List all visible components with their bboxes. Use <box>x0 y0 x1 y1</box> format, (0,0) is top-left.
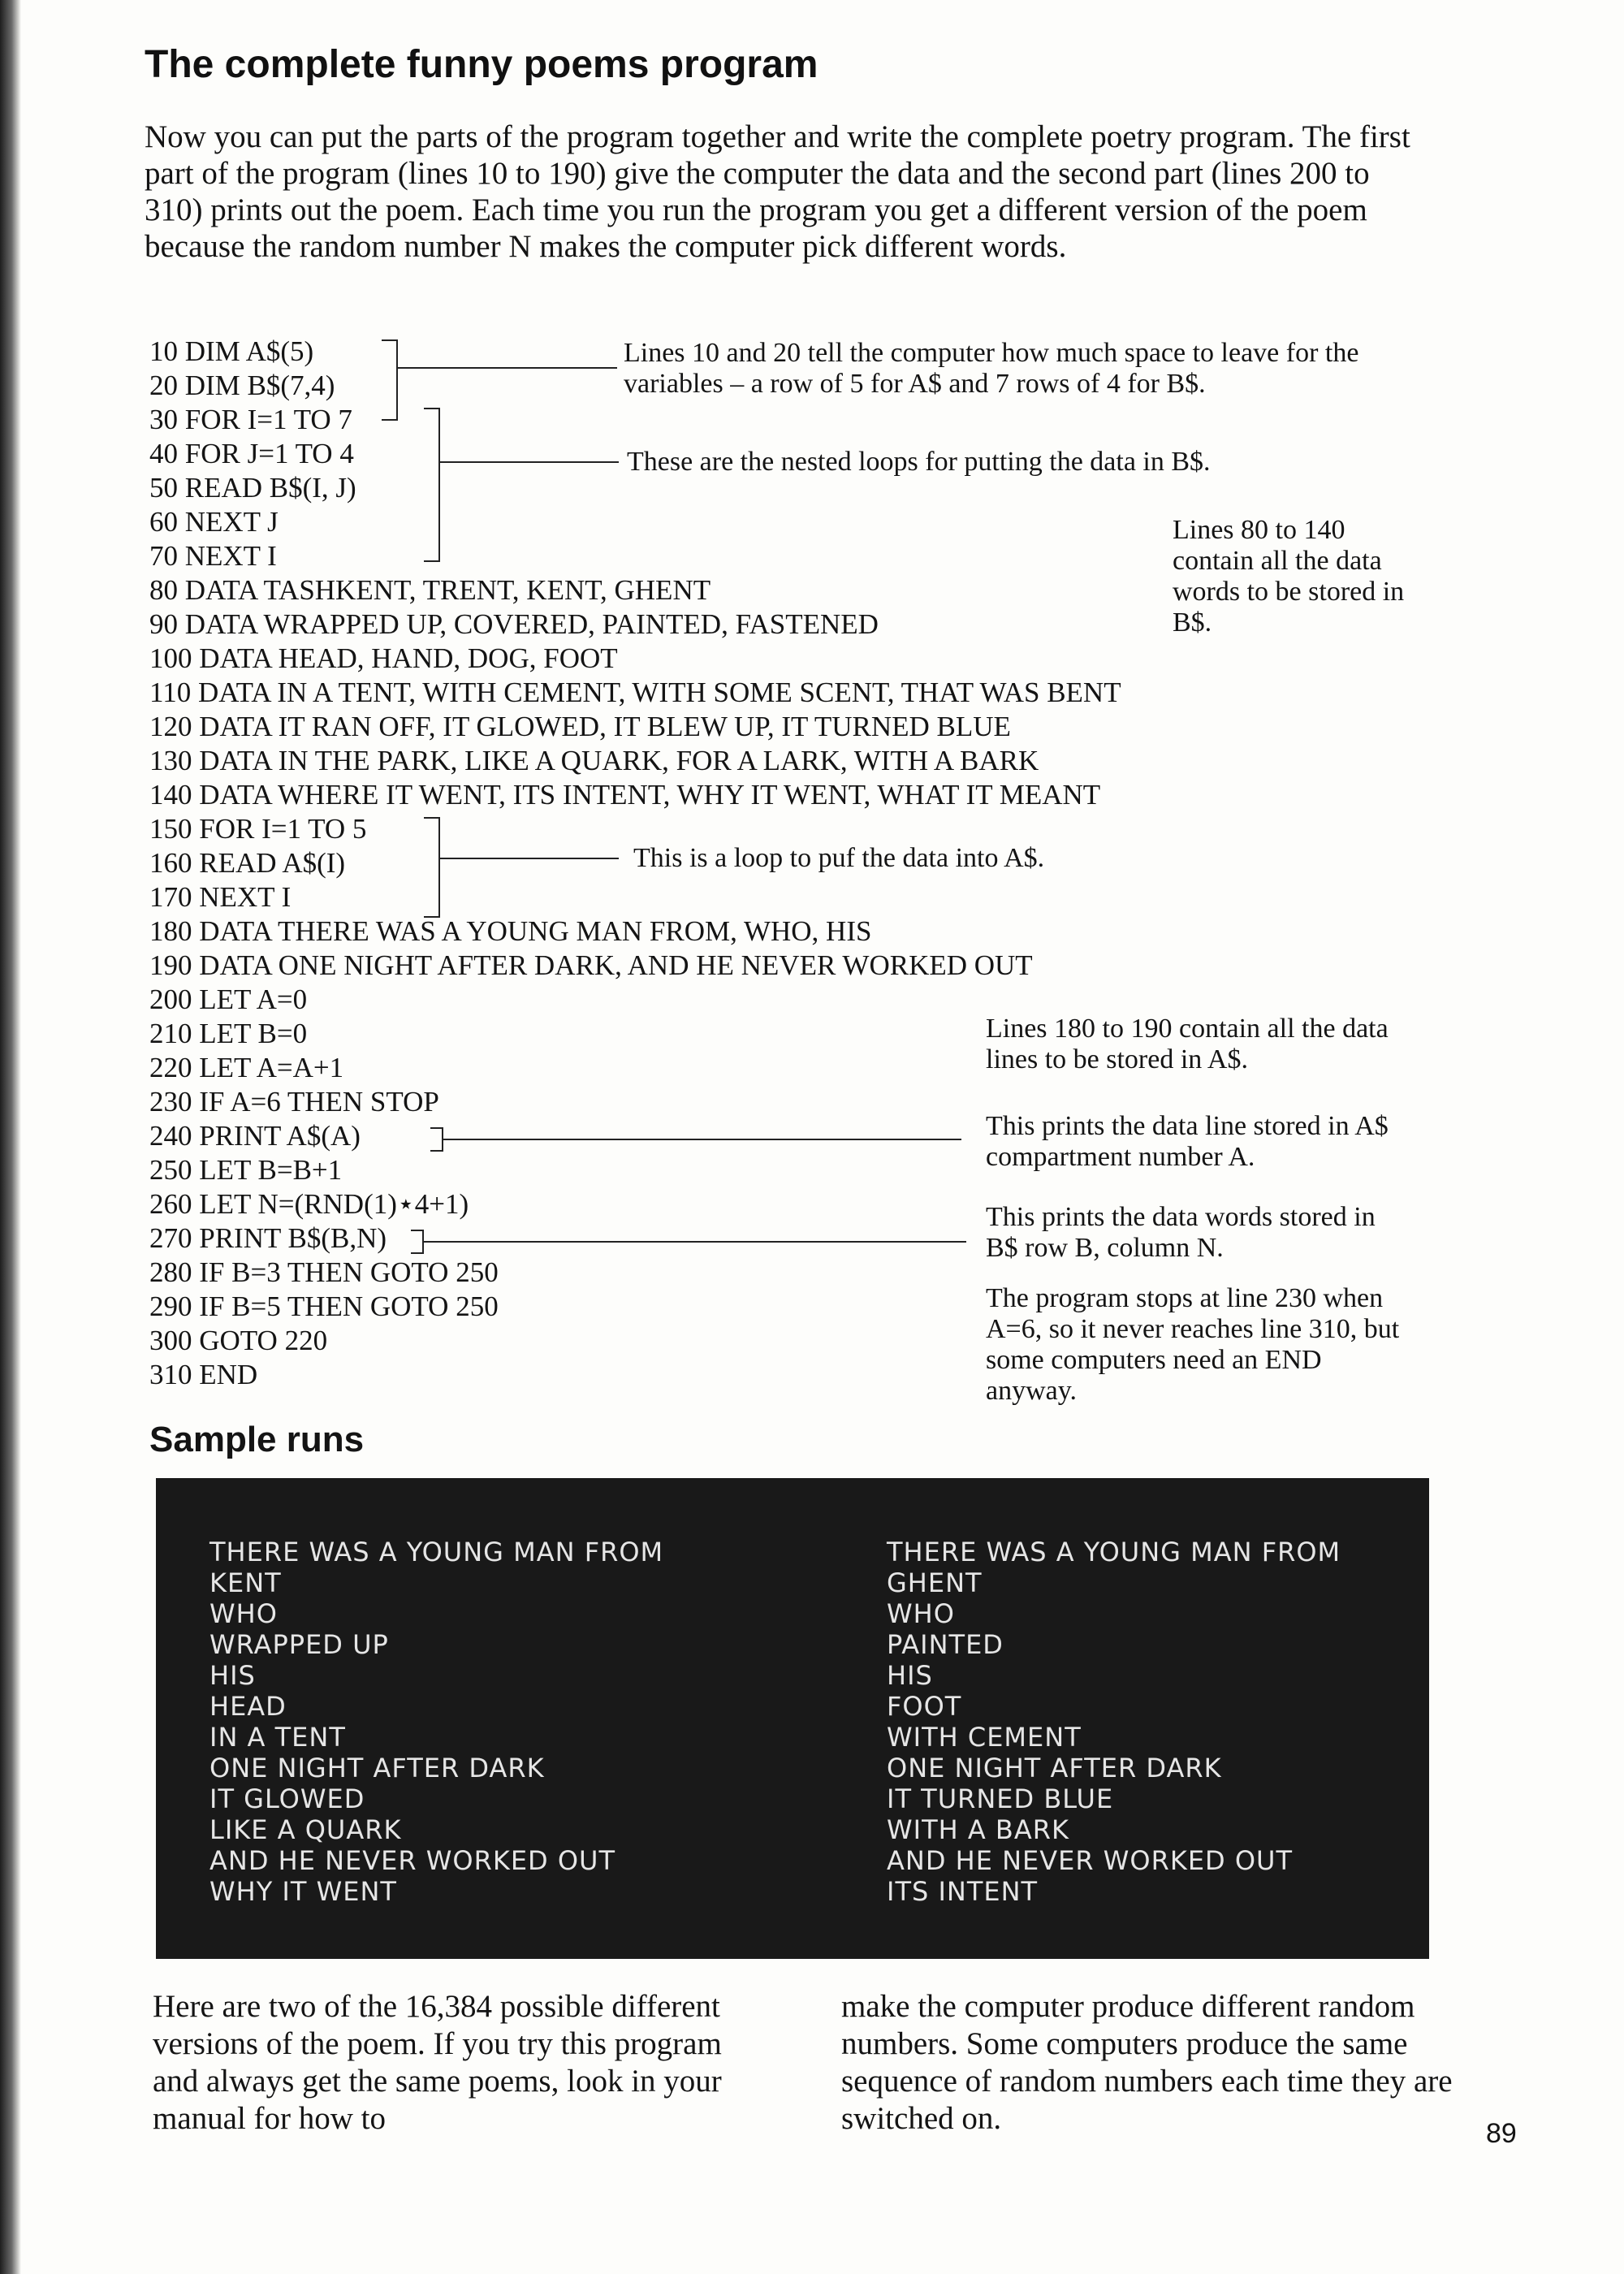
annotation-loop-a: This is a loop to puf the data into A$. <box>633 843 1045 873</box>
annotation-print-words: This prints the data words stored in B$ row B, column N. <box>986 1202 1376 1263</box>
output-line: HEAD <box>209 1691 287 1722</box>
bracket-lines-10-20 <box>382 339 398 421</box>
footer-text-left: Here are two of the 16,384 possible different versions of the poem. If you try this program and always get the same poems, look in your manual for how to <box>153 1989 722 2136</box>
code-line: 260 LET N=(RND(1)⋆4+1) <box>149 1188 469 1220</box>
code-line: 200 LET A=0 <box>149 984 308 1015</box>
sample-runs-screen <box>156 1478 1429 1959</box>
code-line: 30 FOR I=1 TO 7 <box>149 404 352 435</box>
output-line: IN A TENT <box>209 1722 346 1753</box>
annotation-print-line: This prints the data line stored in A$ compartment number A. <box>986 1111 1389 1172</box>
annotation-dim: Lines 10 and 20 tell the computer how much space to leave for the variables – a row of 5 for A$ and 7 rows of 4 for B$. <box>624 338 1359 399</box>
code-line: 250 LET B=B+1 <box>149 1154 343 1186</box>
annotation-data-lines: Lines 180 to 190 contain all the data lines to be stored in A$. <box>986 1014 1389 1074</box>
code-line: 150 FOR I=1 TO 5 <box>149 813 367 845</box>
code-line: 10 DIM A$(5) <box>149 335 314 367</box>
code-line: 40 FOR J=1 TO 4 <box>149 438 354 469</box>
code-line: 70 NEXT I <box>149 540 277 572</box>
output-line: GHENT <box>887 1567 983 1598</box>
page-title: The complete funny poems program <box>145 43 818 86</box>
bracket-lines-30-70 <box>424 408 440 562</box>
annotation-stop-note: The program stops at line 230 when A=6, so it never reaches line 310, but some computers need an END anyway. <box>986 1283 1400 1406</box>
code-line: 90 DATA WRAPPED UP, COVERED, PAINTED, FASTENED <box>149 608 879 640</box>
footer-text-right: make the computer produce different random numbers. Some computers produce the same sequence of random numbers each time they are switched on. <box>841 1989 1453 2136</box>
output-line: HIS <box>887 1660 933 1691</box>
code-line: 130 DATA IN THE PARK, LIKE A QUARK, FOR A LARK, WITH A BARK <box>149 745 1039 776</box>
code-line: 220 LET A=A+1 <box>149 1052 344 1083</box>
code-line: 100 DATA HEAD, HAND, DOG, FOOT <box>149 642 618 674</box>
sample-run-2 <box>887 1537 1341 1907</box>
output-line: KENT <box>209 1567 282 1598</box>
output-line: IT GLOWED <box>209 1783 365 1814</box>
book-spine-shadow <box>0 0 21 2274</box>
output-line: ITS INTENT <box>887 1876 1039 1907</box>
leader-line-print-b <box>422 1241 966 1243</box>
output-line: THERE WAS A YOUNG MAN FROM <box>887 1537 1341 1567</box>
code-line: 170 NEXT I <box>149 881 292 913</box>
code-line: 180 DATA THERE WAS A YOUNG MAN FROM, WHO, HIS <box>149 915 872 947</box>
bracket-lines-150-170 <box>424 817 440 918</box>
output-line: HIS <box>209 1660 256 1691</box>
code-line: 80 DATA TASHKENT, TRENT, KENT, GHENT <box>149 574 711 606</box>
code-line: 60 NEXT J <box>149 506 279 538</box>
code-line: 110 DATA IN A TENT, WITH CEMENT, WITH SOME SCENT, THAT WAS BENT <box>149 677 1121 708</box>
code-line: 160 READ A$(I) <box>149 847 346 879</box>
code-line: 140 DATA WHERE IT WENT, ITS INTENT, WHY IT WENT, WHAT IT MEANT <box>149 779 1101 811</box>
leader-line-print-a <box>442 1139 961 1140</box>
page-number: 89 <box>1486 2118 1517 2149</box>
sample-run-1 <box>209 1537 663 1907</box>
code-line: 240 PRINT A$(A) <box>149 1120 361 1152</box>
output-line: WITH CEMENT <box>887 1722 1082 1753</box>
code-line: 290 IF B=5 THEN GOTO 250 <box>149 1290 499 1322</box>
output-line: FOOT <box>887 1691 962 1722</box>
leader-line-nested-loops <box>438 461 619 463</box>
intro-paragraph: Now you can put the parts of the program together and write the complete poetry program. The first part of the program (lines 10 to 190) give the computer the data and the second part (lines 200 to 310) prints out the poem. Each time you run the program you get a different version of the poem because the random number N makes the computer pick different words. <box>145 119 1410 264</box>
code-line: 210 LET B=0 <box>149 1018 308 1049</box>
output-line: PAINTED <box>887 1629 1004 1660</box>
output-line: LIKE A QUARK <box>209 1814 402 1845</box>
code-line: 230 IF A=6 THEN STOP <box>149 1086 439 1118</box>
code-line: 20 DIM B$(7,4) <box>149 370 335 401</box>
output-line: ONE NIGHT AFTER DARK <box>209 1753 545 1783</box>
code-line: 190 DATA ONE NIGHT AFTER DARK, AND HE NEVER WORKED OUT <box>149 949 1033 981</box>
annotation-nested-loops: These are the nested loops for putting the data in B$. <box>627 447 1211 477</box>
output-line: AND HE NEVER WORKED OUT <box>209 1845 615 1876</box>
code-line: 300 GOTO 220 <box>149 1325 328 1356</box>
annotation-data-words: Lines 80 to 140 contain all the data words to be stored in B$. <box>1173 515 1405 638</box>
output-line: WITH A BARK <box>887 1814 1069 1845</box>
output-line: AND HE NEVER WORKED OUT <box>887 1845 1293 1876</box>
code-line: 50 READ B$(I, J) <box>149 472 356 504</box>
output-line: WHO <box>887 1598 955 1629</box>
leader-line-loop-a <box>438 858 619 859</box>
code-line: 270 PRINT B$(B,N) <box>149 1222 387 1254</box>
output-line: ONE NIGHT AFTER DARK <box>887 1753 1222 1783</box>
code-line: 310 END <box>149 1359 258 1390</box>
output-line: WHY IT WENT <box>209 1876 397 1907</box>
output-line: WRAPPED UP <box>209 1629 389 1660</box>
sample-runs-heading: Sample runs <box>149 1420 365 1459</box>
output-line: WHO <box>209 1598 278 1629</box>
output-line: THERE WAS A YOUNG MAN FROM <box>209 1537 664 1567</box>
code-line: 280 IF B=3 THEN GOTO 250 <box>149 1256 499 1288</box>
code-line: 120 DATA IT RAN OFF, IT GLOWED, IT BLEW UP, IT TURNED BLUE <box>149 711 1011 742</box>
output-line: IT TURNED BLUE <box>887 1783 1114 1814</box>
leader-line-dim <box>396 367 617 369</box>
